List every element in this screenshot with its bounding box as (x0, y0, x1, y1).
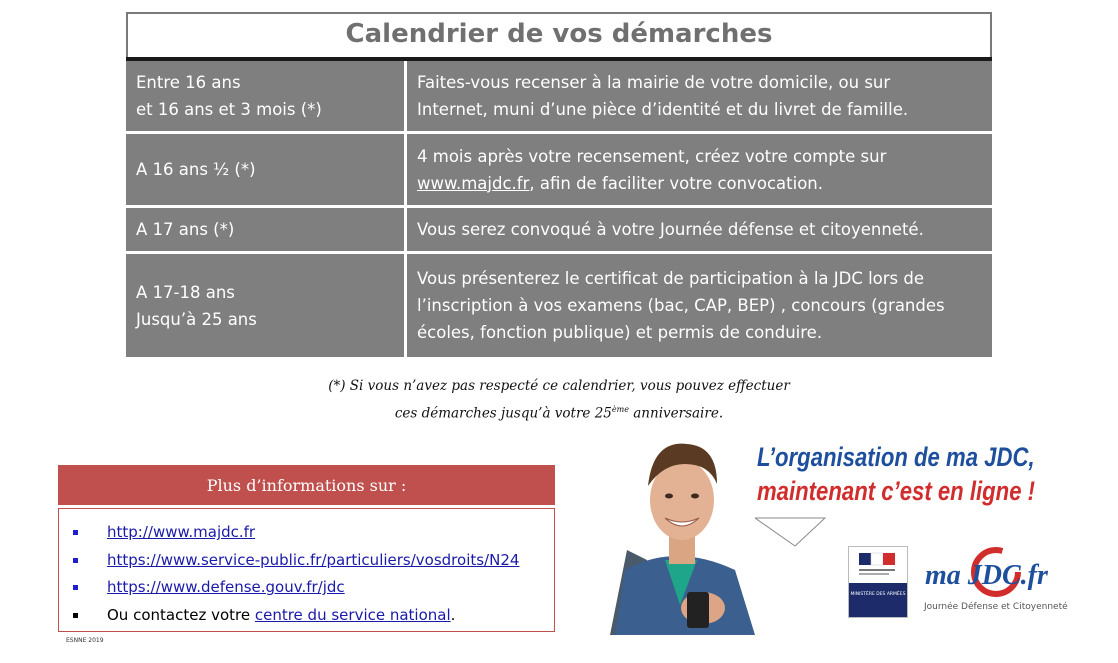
majdc-link[interactable]: www.majdc.fr (417, 173, 530, 193)
info-link-list (59, 519, 554, 629)
bullet-icon (73, 530, 78, 535)
row-action: Faites-vous recenser à la mairie de votre domicile, ou sur Internet, muni d’une pièce d’identité et du livret de famille. (417, 73, 909, 119)
row-age: A 16 ans ½ (*) (126, 134, 407, 205)
calendar-table (126, 12, 992, 357)
bullet-icon (73, 585, 78, 590)
row-age: A 17-18 ans Jusqu’à 25 ans (126, 254, 407, 357)
row-age: Entre 16 ans et 16 ans et 3 mois (*) (126, 61, 407, 131)
service-national-link[interactable]: centre du service national (254, 605, 451, 624)
bullet-icon (73, 613, 78, 618)
marianne-icon (849, 547, 907, 583)
majdc-logo: ma JDC.fr Journée Défense et Citoyenneté (920, 542, 1060, 622)
calendar-title: Calendrier de vos démarches (126, 12, 992, 57)
info-header: Plus d’informations sur : (58, 465, 555, 505)
list-item: Ou contactez votre centre du service national. (59, 602, 554, 630)
table-row (126, 254, 992, 357)
footer-tag: ESNNE 2019 (66, 637, 104, 644)
banner-headline: L’organisation de ma JDC, maintenant c’est en ligne ! (757, 442, 1036, 506)
table-row (126, 61, 992, 134)
row-action: Vous présenterez le certificat de participation à la JDC lors de l’inscription à vos examens (bac, CAP, BEP) , concours (grandes écoles, fonction publique) et permis de conduire. (417, 269, 945, 342)
defense-gouv-link[interactable]: https://www.defense.gouv.fr/jdc (107, 578, 345, 596)
speech-bubble-tail-icon (755, 512, 835, 552)
calendar-footnote: (*) Si vous n’avez pas respecté ce calendrier, vous pouvez effectuer ces démarches jusqu’à votre 25ème anniversaire. (328, 378, 790, 422)
row-action: 4 mois après votre recensement, créez votre compte sur www.majdc.fr, afin de faciliter votre convocation. (417, 146, 887, 193)
row-age: A 17 ans (*) (126, 208, 407, 251)
info-box (58, 465, 555, 632)
table-row (126, 134, 992, 208)
list-item (59, 519, 554, 547)
service-public-link[interactable]: https://www.service-public.fr/particuliers/vosdroits/N24 (107, 550, 520, 569)
majdc-url-link[interactable]: http://www.majdc.fr (107, 523, 256, 541)
student-photo (605, 430, 765, 635)
bullet-icon (73, 558, 78, 563)
row-action: Vous serez convoqué à votre Journée défense et citoyenneté. (417, 220, 924, 239)
list-item (59, 547, 554, 575)
list-item (59, 574, 554, 602)
ministry-logo: MINISTÈRE DES ARMÉES (848, 546, 908, 618)
info-body (58, 508, 555, 632)
jdc-banner (605, 430, 1068, 635)
table-row (126, 208, 992, 254)
